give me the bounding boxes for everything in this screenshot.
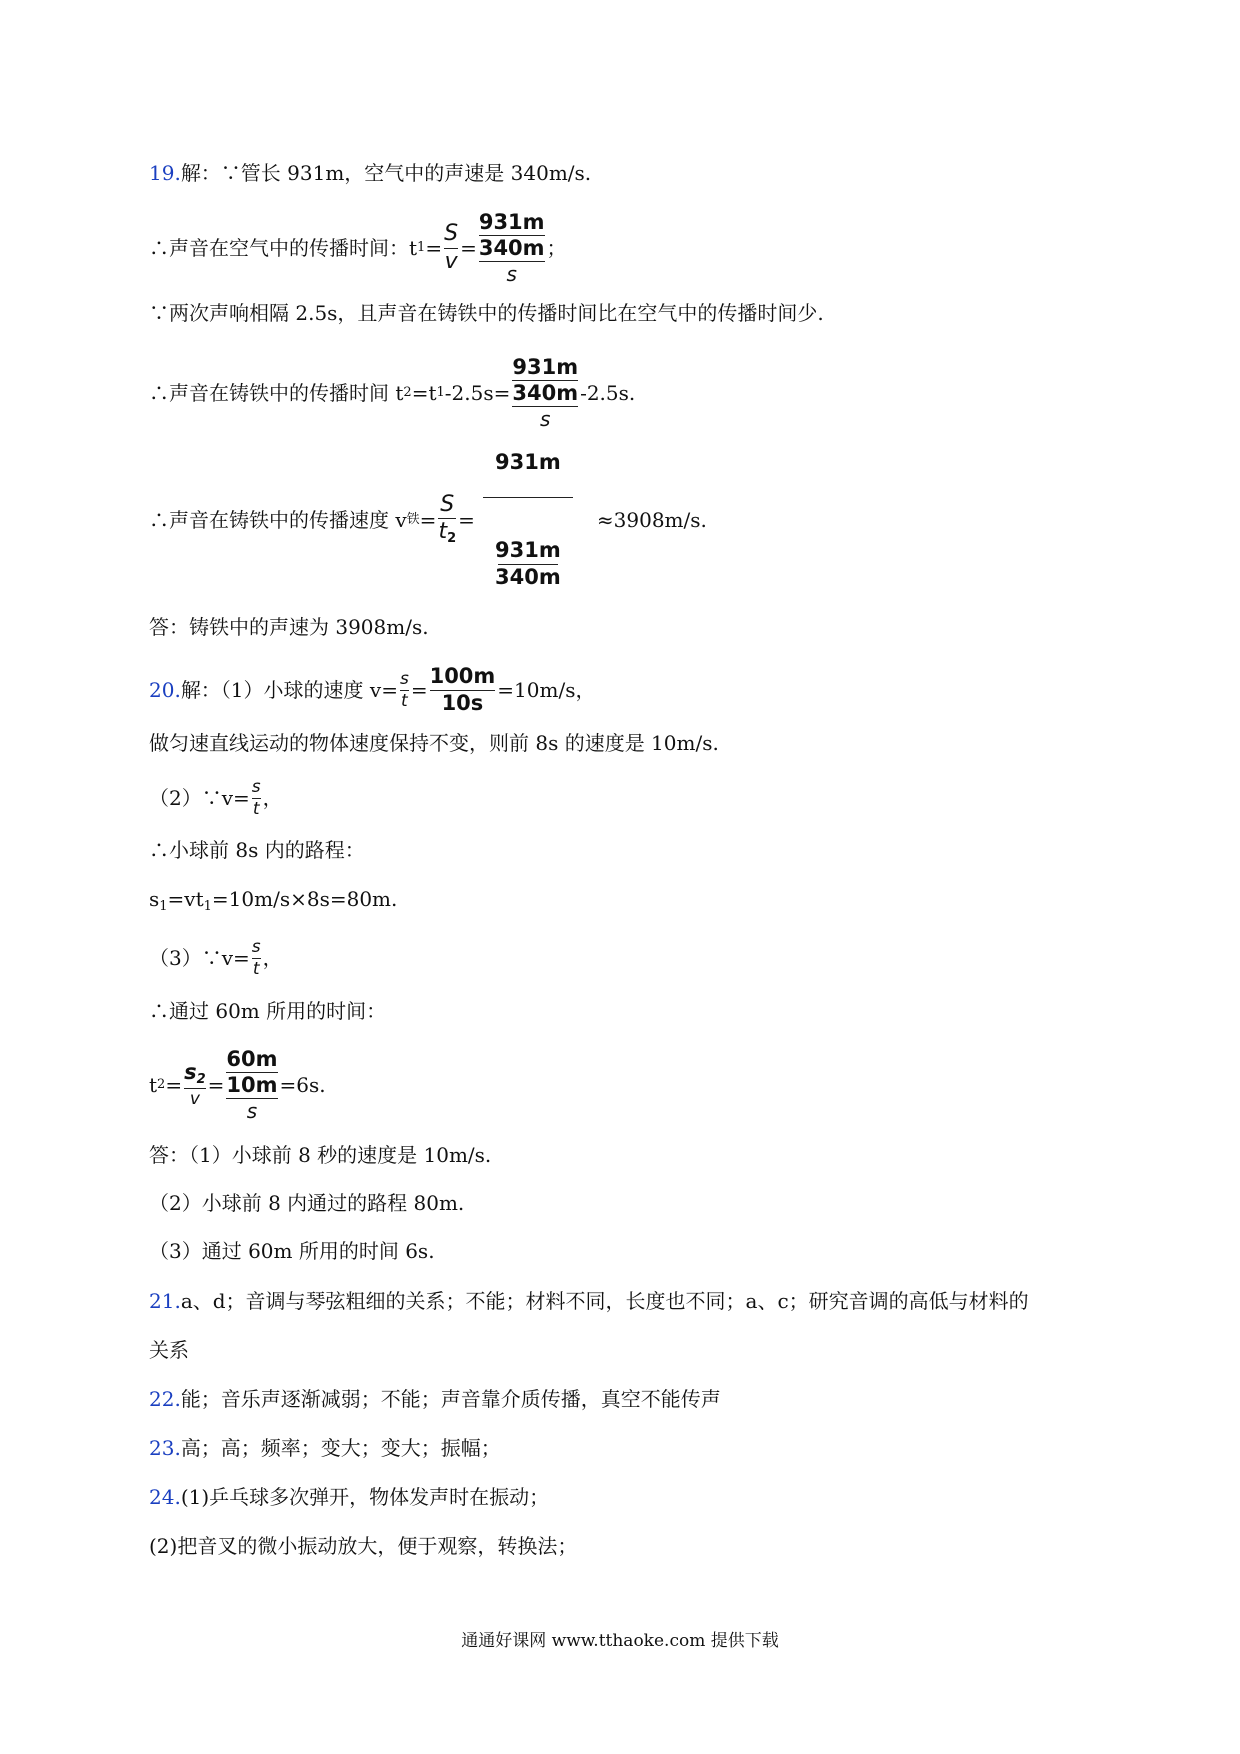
fraction-931-over-340-b: 931m 340m s xyxy=(512,354,579,432)
fraction-s-over-t2: $\frac{S}{t_2}$ xyxy=(438,492,457,547)
q19-line-3: ∵两次声响相隔 2.5s，且声音在铸铁中的传播时间比在空气中的传播时间少. xyxy=(149,301,824,325)
q21-line-1: 21.a、d；音调与琴弦粗细的关系；不能；材料不同，长度也不同；a、c；研究音调的高低与材料的 xyxy=(149,1289,1029,1313)
q23-number: 23. xyxy=(149,1436,181,1460)
fraction-s-over-v: $\frac{S}{v}$ xyxy=(444,221,459,274)
q24-line-1: 24.(1)乒乓球多次弹开，物体发声时在振动； xyxy=(149,1485,550,1509)
fraction-931-over-expression: 931m 931m 340m xyxy=(483,451,573,588)
q20-line-7: ∴通过 60m 所用的时间： xyxy=(149,999,387,1023)
q24-number: 24. xyxy=(149,1485,181,1509)
q19-line-1: 19.解：∵管长 931m，空气中的声速是 340m/s. xyxy=(149,161,592,185)
q20-answer-3: （3）通过 60m 所用的时间 6s. xyxy=(149,1239,435,1263)
q22-line: 22.能；音乐声逐渐减弱；不能；声音靠介质传播，真空不能传声 xyxy=(149,1387,721,1411)
fraction-931-over-340: 931m 340m s xyxy=(478,209,545,287)
q21-line-2: 关系 xyxy=(149,1338,189,1362)
q20-line-4: ∴小球前 8s 内的路程： xyxy=(149,838,365,862)
q20-line-8: t 2 = $\frac{s_2}{v}$ = 60m 10m s =6s. xyxy=(149,1046,326,1124)
q21-number: 21. xyxy=(149,1289,181,1313)
q20-number: 20. xyxy=(149,678,181,702)
q20-answer-1: 答：（1）小球前 8 秒的速度是 10m/s. xyxy=(149,1143,492,1167)
q20-line-2: 做匀速直线运动的物体速度保持不变，则前 8s 的速度是 10m/s. xyxy=(149,731,719,755)
q22-number: 22. xyxy=(149,1387,181,1411)
q19-line-4: ∴声音在铸铁中的传播时间 t 2 =t 1 -2.5s= 931m 340m s -2.5s. xyxy=(149,354,636,432)
q20-line-6: （3）∵v= $\frac{s}{t}$ ， xyxy=(149,936,283,979)
q23-line: 23.高；高；频率；变大；变大；振幅； xyxy=(149,1436,501,1460)
q19-line-2: ∴声音在空气中的传播时间：t 1 = $\frac{S}{v}$ = 931m 340m s ； xyxy=(149,209,567,287)
q24-line-2: (2)把音叉的微小振动放大，便于观察，转换法； xyxy=(149,1534,578,1558)
q20-line-5: $s_1=vt_1=10m/s\times 8s=80m$. xyxy=(149,887,398,914)
q19-number: 19. xyxy=(149,161,181,185)
q20-answer-2: （2）小球前 8 内通过的路程 80m. xyxy=(149,1191,465,1215)
page-footer: 通通好课网 www.tthaoke.com 提供下载 xyxy=(461,1631,779,1651)
q19-line-5: ∴声音在铸铁中的传播速度 v 铁 = $\frac{S}{t_2}$ = 931m 931m 340m ≈3908m/s. xyxy=(149,450,707,589)
q20-line-3: （2）∵v= $\frac{s}{t}$ ， xyxy=(149,776,283,819)
q20-line-1: 20. 解：（1）小球的速度 v= $\frac{s}{t}$ = $\frac{100m}{10s}$ =10m/s， xyxy=(149,664,596,715)
q19-answer: 答：铸铁中的声速为 3908m/s. xyxy=(149,615,429,639)
